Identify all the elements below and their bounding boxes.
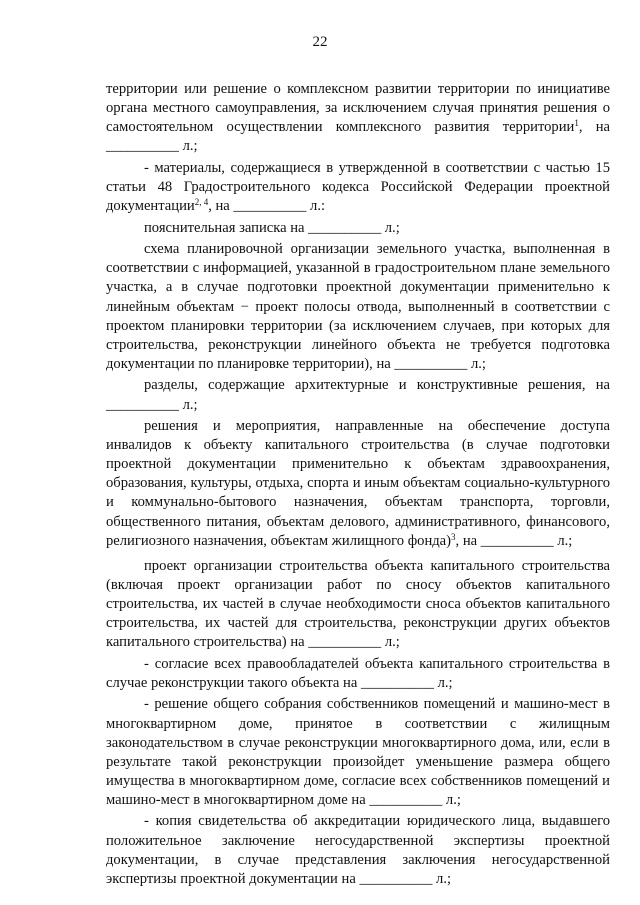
paragraph-p5 (106, 376, 610, 414)
paragraph-text: проект организации строительства объекта капитального строительства (включая проект организации работ по сносу объектов капитального строительства, их частей в случае необходимости сноса объектов капитального строительства, их частей для строительства, реконструкции других объектов капитального строительства) на __________ л.; (106, 557, 610, 651)
paragraph-text: территории или решение о комплексном развитии территории по инициативе органа местного самоуправления, за исключением случая принятия решения о самостоятельном осуществлении комплексного развития территории (106, 81, 610, 136)
paragraph-p9 (106, 695, 610, 810)
paragraph-text: решения и мероприятия, направленные на обеспечение доступа инвалидов к объекту капитального строительства (в случае подготовки проектной документации применительно к объектам здравоохранения, образования, культуры, отдыха, спорта и иным объектам социально-культурного и коммунально-бытового назначения, объектам транспорта, торговли, общественного питания, объектам делового, административного, финансового, религиозного назначения, объектам жилищного фонда) (106, 418, 610, 549)
paragraph-text: разделы, содержащие архитектурные и конструктивные решения, на __________ л.; (106, 377, 610, 413)
paragraph-p6 (106, 417, 610, 551)
paragraph-text: схема планировочной организации земельного участка, выполненная в соответствии с информацией, указанной в градостроительном плане земельного участка, а в случае подготовки проектной документации применительно к линейным объектам − проект полосы отвода, выполненный в соответствии с проектом планировки территории (за исключением случаев, при которых для строительства, реконструкции линейного объекта не требуется подготовка документации по планировке территории), на __________ л.; (106, 241, 610, 372)
paragraph-p2 (106, 159, 610, 216)
footnote-marker: 3 (451, 531, 456, 542)
document-body (106, 80, 610, 889)
page-number: 22 (312, 34, 328, 50)
footnote-marker: 1 (574, 118, 579, 129)
paragraph-p8 (106, 655, 610, 693)
paragraph-tail: , на __________ л.: (208, 198, 326, 215)
paragraph-tail: , на __________ л.; (455, 532, 573, 549)
paragraph-tail: , на __________ л.; (106, 119, 610, 155)
paragraph-text: - копия свидетельства об аккредитации юридического лица, выдавшего положительное заключение негосударственной экспертизы проектной документации, в случае представления заключения негосударственной экспертизы проектной документации на __________ л.; (106, 813, 610, 887)
paragraph-text: - материалы, содержащиеся в утвержденной в соответствии с частью 15 статьи 48 Градостроительного кодекса Российской Федерации проектной документации (106, 159, 610, 215)
paragraph-text: пояснительная записка на __________ л.; (144, 219, 400, 236)
paragraph-p4 (106, 240, 610, 374)
paragraph-p3 (106, 219, 610, 238)
footnote-marker: 2, 4 (194, 197, 209, 208)
paragraph-p7 (106, 557, 610, 652)
paragraph-text: - решение общего собрания собственников помещений и машино-мест в многоквартирном доме, принятое в соответствии с жилищным законодательством в случае реконструкции многоквартирного дома, или, если в результате такой реконструкции произойдет уменьшение размера общего имущества в многоквартирном доме, согласие всех собственников помещений и машино-мест в многоквартирном доме на __________ л.; (106, 696, 610, 808)
paragraph-p10 (106, 812, 610, 888)
paragraph-p1 (106, 80, 610, 156)
paragraph-text: - согласие всех правообладателей объекта капитального строительства в случае реконструкции такого объекта на __________ л.; (106, 655, 610, 691)
